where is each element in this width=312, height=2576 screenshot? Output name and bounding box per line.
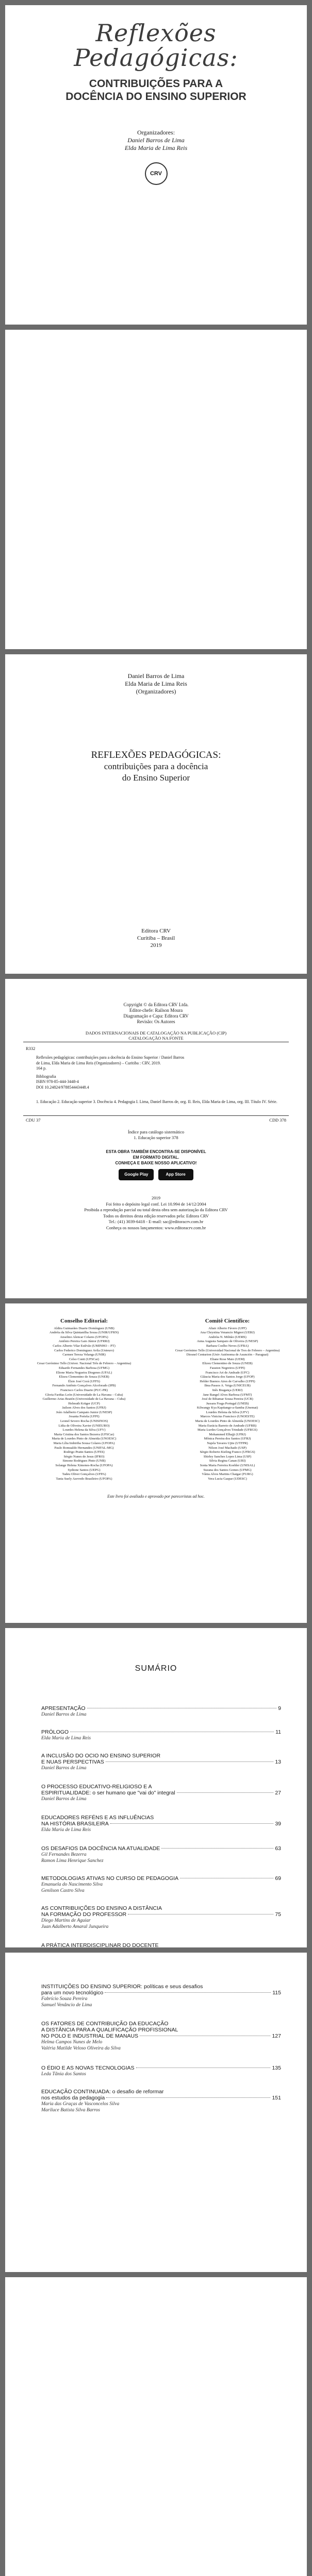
toc-entry-line bbox=[41, 2033, 281, 2039]
toc-entry-author: Mariluce Batista Silva Barros bbox=[41, 2108, 100, 2113]
toc-entry-title: NA FORMAÇÃO DO PROFESSOR bbox=[41, 1911, 127, 1918]
editorial-member: Anselmo Alencar Colares (UFOPA) bbox=[60, 1335, 108, 1339]
toc-entry bbox=[41, 1729, 281, 1741]
scientific-member: Andréia N. Militão (UEMS) bbox=[208, 1335, 247, 1339]
editorial-member: Jailson Alves dos Santos (UFRJ) bbox=[62, 1406, 106, 1410]
editorial-member: Lourdes Helena da Silva (UFV) bbox=[62, 1428, 106, 1432]
toc-entry bbox=[41, 1815, 281, 1833]
editorial-member: Simone Rodrigues Pinto (UNB) bbox=[62, 1459, 106, 1463]
editorial-member: Maria de Lourdes Pinto de Almeida (UNOESC) bbox=[52, 1437, 117, 1441]
toc-entry-line bbox=[41, 1821, 281, 1827]
toc-entry bbox=[41, 1784, 281, 1802]
cover-subtitle-line2: DOCÊNCIA DO ENSINO SUPERIOR bbox=[65, 91, 247, 103]
toc-entry-author: Emanuela do Nascimento Silva bbox=[41, 1882, 103, 1887]
toc-entry-line bbox=[41, 1942, 281, 1947]
footer-line: Foi feito o depósito legal conf. Lei 10.994 de 14/12/2004 bbox=[106, 1201, 206, 1207]
footer-line: Tel.: (41) 3039-6418 - E-mail: sac@editoracrv.com.br bbox=[108, 1219, 204, 1224]
toc-entry-line bbox=[41, 1759, 281, 1765]
toc-entry-line bbox=[41, 1790, 281, 1796]
editorial-member: Fernando Antônio Gonçalves Alcoforado (IPB) bbox=[52, 1384, 116, 1388]
toc-entry bbox=[41, 2089, 281, 2113]
toc-page-number: 11 bbox=[275, 1729, 281, 1735]
toc-entry-title: OS FATORES DE CONTRIBUIÇÃO DA EDUCAÇÃO bbox=[41, 2021, 169, 2027]
scientific-member: Francisco Ari de Andrade (UFC) bbox=[205, 1370, 250, 1375]
toc-entry-line bbox=[41, 1753, 281, 1759]
cover-subtitle-line1: CONTRIBUIÇÕES PARA A bbox=[89, 78, 223, 90]
book-subtitle-line2: do Ensino Superior bbox=[122, 773, 190, 783]
toc-entry-author: Daniel Barros de Lima bbox=[41, 1712, 87, 1717]
toc-page-number: 69 bbox=[275, 1875, 281, 1882]
toc-entry-author: Elda Maria de Lima Reis bbox=[41, 1827, 91, 1833]
toc-entry-title: METODOLOGIAS ATIVAS NO CURSO DE PEDAGOGIA bbox=[41, 1875, 179, 1882]
toc-entry-title: PRÓLOGO bbox=[41, 1729, 69, 1735]
toc-entry-author: Daniel Barros de Lima bbox=[41, 1797, 87, 1802]
toc-entry-line bbox=[41, 1984, 281, 1990]
editorial-member: Gloria Fariñas León (Universidade de La Havana – Cuba) bbox=[45, 1393, 123, 1397]
blank-page bbox=[5, 2277, 307, 2576]
scientific-member: Altair Alberto Fávero (UPF) bbox=[208, 1326, 247, 1330]
scientific-member: Silvia Regina Canan (URI) bbox=[209, 1459, 246, 1463]
google-play-badge[interactable]: Google Play bbox=[119, 1169, 154, 1180]
toc-entry-line bbox=[41, 1729, 281, 1735]
author-name: Elda Maria de Lima Reis bbox=[125, 680, 187, 687]
scientific-member: Nilson José Machado (USP) bbox=[208, 1446, 247, 1450]
scientific-member: Jane Rangel Alves Barbosa (UFMT) bbox=[203, 1393, 252, 1397]
scientific-member: Gláucia Maria dos Santos Jorge (UFOP) bbox=[200, 1375, 255, 1379]
scientific-member: Ilma Passos A. Veiga (UNICEUB) bbox=[204, 1384, 251, 1388]
scientific-member: Jussara Fraga Portugal (UNEB) bbox=[206, 1401, 249, 1405]
app-store-badge[interactable]: App Store bbox=[158, 1169, 193, 1180]
scientific-member: Sérgio Roberto Kieling Franco (UFRGS) bbox=[200, 1450, 255, 1454]
publisher-city: Curitiba – Brasil bbox=[137, 935, 175, 941]
toc-entry-author: Samuel Venâncio de Lima bbox=[41, 2003, 92, 2008]
author-name: Daniel Barros de Lima bbox=[127, 672, 185, 680]
editorial-member: Helmuth Krüger (UCP) bbox=[68, 1401, 100, 1405]
book-title: REFLEXÕES PEDAGÓGICAS: bbox=[91, 750, 221, 760]
publisher-name: Editora CRV bbox=[141, 928, 171, 934]
editorial-member: Carlos Alberto Vilar Estêvão (UMINHO – PT) bbox=[53, 1344, 116, 1348]
cover-title-line1: Reflexões bbox=[95, 19, 217, 47]
toc-entry-line bbox=[41, 1911, 281, 1918]
toc-entry-line bbox=[41, 1815, 281, 1821]
editorial-member: Carmen Tereza Velanga (UNIR) bbox=[62, 1353, 106, 1357]
toc-page-number: 127 bbox=[272, 2033, 281, 2039]
blank-page bbox=[5, 330, 307, 649]
toc-entry-line bbox=[41, 1875, 281, 1882]
scientific-member: Fauston Negreiros (UFPI) bbox=[210, 1366, 245, 1370]
editorial-member: Josania Portela (UFPI) bbox=[69, 1415, 100, 1419]
toc-page-number: 39 bbox=[275, 1821, 281, 1827]
editorial-member: Leonel Severo Rocha (UNISINOS) bbox=[60, 1419, 108, 1423]
index-line: Índice para catálogo sistemático bbox=[127, 1129, 185, 1134]
scientific-member: Diosnel Centurion (Univ Autónoma de Asunción – Paraguai) bbox=[186, 1353, 269, 1357]
toc-entry-title: O ÉDIO E AS NOVAS TECNOLOGIAS bbox=[41, 2065, 135, 2071]
scientific-member: Kilwangy Kya Kapitango-a-Samba (Unemat) bbox=[196, 1406, 258, 1410]
toc-entry bbox=[41, 1845, 281, 1864]
editorial-member: Guillermo Arias Beatón (Universidade de La Havana – Cuba) bbox=[42, 1397, 126, 1401]
toc-entry-title: A PRÁTICA INTERDISCIPLINAR DO DOCENTE bbox=[41, 1942, 159, 1947]
cdd-code: CDD 378 bbox=[269, 1117, 286, 1123]
toc-entry-line bbox=[41, 2021, 281, 2027]
scientific-member: Mohammed Elhajji (UFRJ) bbox=[209, 1432, 246, 1436]
scientific-member: Maria Eurácia Barreto de Andrade (UFRB) bbox=[198, 1423, 257, 1428]
toc-entry-author: Genilson Castro Silva bbox=[41, 1888, 85, 1893]
scientific-member: Sonia Maria Ferreira Koehler (UNISAL) bbox=[200, 1464, 255, 1467]
toc-entry bbox=[41, 2021, 281, 2052]
editorial-member: Sydione Santos (UEPG) bbox=[68, 1468, 101, 1472]
scientific-committee-title: Comitê Científico: bbox=[205, 1318, 250, 1324]
editorial-member: Maria Lília Imbiriba Sousa Colares (UFOPA) bbox=[53, 1442, 115, 1446]
toc-page-number: 75 bbox=[275, 1911, 281, 1918]
toc-entry-title: A DISTÂNCIA PARA A QUALIFICAÇÃO PROFISSIONAL bbox=[41, 2027, 178, 2033]
isbn-line: DOI 10.24824/978854443448.4 bbox=[36, 1084, 89, 1090]
toc-entry bbox=[41, 1753, 281, 1771]
toc-entry-author: Fabrício Souza Pereira bbox=[41, 1996, 88, 2002]
book-subtitle-line1: contribuições para a docência bbox=[104, 761, 208, 771]
ebook-notice: ESTA OBRA TAMBÉM ENCONTRA-SE DISPONÍVEL bbox=[106, 1149, 206, 1154]
cip-subtitle: CATALOGAÇÃO NA FONTE bbox=[128, 1036, 184, 1041]
toc-entry bbox=[41, 1905, 281, 1930]
scientific-member: Barbara Coelho Neves (UFBA) bbox=[206, 1344, 249, 1348]
scientific-committee bbox=[160, 1319, 295, 1481]
toc-page bbox=[5, 1628, 307, 1947]
toc-leader bbox=[106, 2097, 270, 2098]
toc-page-number: 13 bbox=[275, 1759, 281, 1765]
toc-leader bbox=[161, 1848, 273, 1849]
scientific-member: Elizeu Clementino de Souza (UNEB) bbox=[202, 1362, 253, 1366]
toc-entry-title: NA HISTÓRIA BRASILEIRA bbox=[41, 1821, 109, 1827]
scientific-member: Cesar Gerónimo Tello (Universidad Nacional de Tres de Febrero – Argentina) bbox=[175, 1348, 280, 1352]
cover-title-line2: Pedagógicas: bbox=[74, 44, 238, 72]
toc-entry-title: OS DESAFIOS DA DOCÊNCIA NA ATUALIDADE bbox=[41, 1845, 160, 1852]
author-role: (Organizadores) bbox=[136, 688, 176, 695]
editorial-member: Celso Conti (UFSCar) bbox=[69, 1357, 100, 1361]
toc-entry-title: INSTITUIÇÕES DO ENSINO SUPERIOR: políticas e seus desafios bbox=[41, 1984, 203, 1990]
scientific-member: Vera Lucia Gaspar (UDESC) bbox=[208, 1477, 247, 1481]
footer-line: Proibida a reprodução parcial ou total desta obra sem autorização da Editora CRV bbox=[84, 1207, 228, 1212]
ebook-notice: CONHEÇA E BAIXE NOSSO APLICATIVO! bbox=[115, 1161, 197, 1165]
scientific-member: Marcos Vinicius Francisco (UNOESTE) bbox=[200, 1415, 255, 1419]
organizer-name: Daniel Barros de Lima bbox=[127, 137, 185, 144]
toc-page-continued bbox=[5, 1953, 307, 2272]
organizer-name: Elda Maria de Lima Reis bbox=[124, 144, 188, 151]
editorial-member: Elione Maria Nogueira Diogenes (UFAL) bbox=[56, 1370, 112, 1375]
toc-page-number: 63 bbox=[275, 1845, 281, 1852]
toc-page-number: 9 bbox=[278, 1705, 281, 1711]
organizers-label: Organizadores: bbox=[137, 129, 175, 136]
index-line: 1. Educação superior 378 bbox=[134, 1135, 178, 1140]
scientific-member: Anna Augusta Sampaio de Oliveira (UNESP) bbox=[196, 1340, 258, 1344]
copyright-line: Copyright © da Editora CRV Ltda. bbox=[123, 1002, 189, 1007]
cdu-code: CDU 37 bbox=[26, 1117, 41, 1123]
editorial-member: Rodrigo Pratte-Santos (UFES) bbox=[63, 1450, 105, 1454]
cip-title: DADOS INTERNACIONAIS DE CATALOGAÇÃO NA PUBLICAÇÃO (CIP) bbox=[85, 1030, 227, 1036]
publication-year: 2019 bbox=[150, 942, 162, 948]
toc-leader bbox=[110, 1823, 274, 1824]
toc-entry-title: APRESENTAÇÃO bbox=[41, 1705, 86, 1711]
toc-entry-author: Ramon Lima Henrique Sanchez bbox=[41, 1858, 104, 1863]
toc-entry bbox=[41, 1984, 281, 2008]
scientific-member: Ana Chrystina Venancio Mignot (UERJ) bbox=[200, 1331, 255, 1335]
scientific-member: Najela Tavares Ujiie (UTFPR) bbox=[207, 1442, 248, 1446]
isbn-line: ISBN 978-85-444-3448-4 bbox=[36, 1079, 79, 1084]
editorial-member: Élsio José Corá (UFFS) bbox=[68, 1379, 100, 1383]
catalog-page bbox=[5, 979, 307, 1298]
toc-entry-author: Juan Adalberto Amaral Junqueira bbox=[41, 1924, 109, 1929]
scientific-member: Lourdes Helena da Silva (UFV) bbox=[206, 1410, 249, 1414]
toc-entry-title: NO POLO E INDUSTRIAL DE MANAUS bbox=[41, 2033, 139, 2039]
toc-page-number: 151 bbox=[272, 2095, 281, 2101]
toc-entry-author: Helma Campos Nunes de Melo bbox=[41, 2040, 103, 2045]
toc-entry-line bbox=[41, 1845, 281, 1852]
toc-leader bbox=[105, 1992, 271, 1993]
editorial-member: Andréia da Silva Quintanilha Sousa (UNIR/UFRN) bbox=[49, 1331, 119, 1335]
toc-entry-title: para um novo tecnológico bbox=[41, 1990, 104, 1996]
catalog-ref-line: de Lima, Elda Maria de Lima Reis (Organizadores) – Curitiba : CRV, 2019. bbox=[36, 1060, 161, 1065]
toc-entry-line bbox=[41, 2065, 281, 2071]
scientific-member: Vânia Alves Martins Chaigar (FURG) bbox=[202, 1472, 253, 1477]
toc-entry-line bbox=[41, 1705, 281, 1711]
scientific-member: Maria de Lourdes Pinto de Almeida (UNOESC) bbox=[195, 1419, 260, 1423]
toc-entry-author: Valéria Matilde Veloso Oliveira da Silva bbox=[41, 2046, 121, 2051]
cover-page bbox=[5, 5, 307, 325]
editorial-member: Eduardo Fernandes Barbosa (UFMG) bbox=[58, 1366, 110, 1370]
toc-page-number: 27 bbox=[275, 1790, 281, 1796]
toc-entry-title: O PROCESSO EDUCATIVO-RELIGIOSO E A bbox=[41, 1784, 152, 1790]
editorial-member: João Adalberto Campato Junior (UNESP) bbox=[56, 1410, 112, 1414]
scientific-member: Maria Lurdes Gonçalves Trindade (UFRGS) bbox=[198, 1428, 257, 1432]
catalog-ref-line: 164 p. bbox=[36, 1066, 46, 1071]
toc-title: SUMÁRIO bbox=[135, 1664, 177, 1673]
scientific-member: Helder Buenos Aires de Carvalho (UFPI) bbox=[200, 1379, 255, 1383]
toc-entry bbox=[41, 1875, 281, 1894]
toc-entry-title: AS CONTRIBUIÇÕES DO ENSINO A DISTÂNCIA bbox=[41, 1905, 162, 1911]
editorial-member: Solange Helena Ximenes-Rocha (UFOPA) bbox=[55, 1464, 113, 1467]
toc-entry bbox=[41, 1705, 281, 1718]
editorial-member: Tania Suely Azevedo Brasileiro (UFOPA) bbox=[56, 1477, 112, 1481]
toc-entry-author: Gil Fernandes Bezerra bbox=[41, 1852, 87, 1857]
scientific-member: Inês Bragança (UERJ) bbox=[212, 1388, 243, 1392]
editorial-member: Francisco Carlos Duarte (PUC-PR) bbox=[60, 1388, 108, 1392]
review-note: Este livro foi avaliado e aprovado por pareceristas ad hoc. bbox=[107, 1494, 205, 1499]
toc-leader bbox=[136, 2067, 271, 2068]
editorial-member: Paulo Romualdo Hernandes (UNIFAL-MG) bbox=[54, 1446, 114, 1450]
copyright-line: Revisão: Os Autores bbox=[137, 1019, 175, 1024]
toc-page-number: 115 bbox=[272, 1990, 281, 1996]
toc-page-number: 135 bbox=[272, 2065, 281, 2071]
toc-entry-title: EDUCADORES REFÉNS E AS INFLUÊNCIAS bbox=[41, 1815, 154, 1821]
catalog-subjects: 1. Educação 2. Educação superior 3. Docência 4. Pedagogia I. Lima, Daniel Barros de, org. II. Reis, Elda Maria de Lima, org. III. Título IV. Série. bbox=[36, 1099, 277, 1104]
scientific-member: Mônica Pereira dos Santos (UFRJ) bbox=[204, 1437, 251, 1441]
scientific-member: Eliane Rose Maio (UEM) bbox=[210, 1357, 245, 1361]
toc-entry bbox=[41, 2065, 281, 2077]
toc-entry-title: ESPIRITUALIDADE: o ser humano que "vai do" integral bbox=[41, 1790, 175, 1796]
toc-entry bbox=[41, 1942, 281, 1947]
editorial-member: Carlos Federico Dominguez Avila (Unieuro) bbox=[54, 1348, 114, 1352]
toc-entry-line bbox=[41, 1905, 281, 1911]
toc-entry-author: Leda Tânia dos Santos bbox=[41, 2072, 86, 2077]
toc-entry-author: Maria das Graças de Vasconcelos Silva bbox=[41, 2102, 120, 2107]
ebook-notice: EM FORMATO DIGITAL. bbox=[133, 1155, 179, 1160]
editorial-member: Elizeu Clementino de Souza (UNEB) bbox=[59, 1375, 109, 1379]
toc-entry-line bbox=[41, 1784, 281, 1790]
toc-entry-title: EDUCAÇÃO CONTINUADA: o desafio de reformar bbox=[41, 2089, 164, 2095]
toc-entry-title: A INCLUSÃO DO OCIO NO ENSINO SUPERIOR bbox=[41, 1753, 161, 1759]
footer-line: Conheça os nossos lançamentos: www.editoracrv.com.br bbox=[106, 1225, 206, 1230]
editorial-member: Lídia de Oliveira Xavier (UNIEURO) bbox=[58, 1423, 110, 1428]
toc-entry-line bbox=[41, 2027, 281, 2033]
scientific-member: Suzana dos Santos Gomes (UFMG) bbox=[203, 1468, 252, 1472]
toc-entry-line bbox=[41, 2095, 281, 2101]
catalog-ref-line: Reflexões pedagógicas: contribuições para a docência do Ensino Superior / Daniel Barros bbox=[36, 1055, 185, 1060]
copyright-line: Editor-chefe: Railson Moura bbox=[129, 1008, 183, 1013]
cip-rule bbox=[23, 1115, 289, 1116]
editorial-member: Tadeu Oliver Gonçalves (UFPA) bbox=[62, 1472, 106, 1477]
toc-leader bbox=[106, 1761, 274, 1762]
toc-entry-title: E NUAS PERSPECTIVAS bbox=[41, 1759, 104, 1765]
publisher-logo: CRV bbox=[145, 162, 168, 185]
scientific-member: Shirley Sanches Lopes Lima (USP) bbox=[203, 1454, 252, 1459]
copyright-line: Diagramação e Capa: Editora CRV bbox=[123, 1013, 189, 1019]
toc-entry-author: Elda Maria de Lima Reis bbox=[41, 1736, 91, 1741]
editorial-member: Antônio Pereira Gaio Júnior (UFRRJ) bbox=[58, 1340, 110, 1344]
title-page bbox=[5, 654, 307, 974]
footer-line: 2019 bbox=[152, 1195, 160, 1200]
editorial-member: Maria Cristina dos Santos Bezerra (UFSCar) bbox=[54, 1432, 114, 1436]
scientific-member: José de Ribamar Sousa Pereira (UCB) bbox=[202, 1397, 253, 1401]
editorial-member: Aldira Guimarães Duarte Domínguez (UNB) bbox=[54, 1326, 114, 1330]
council-page bbox=[5, 1303, 307, 1623]
cutter-code: R332 bbox=[26, 1046, 36, 1051]
editorial-member: Sérgio Nunes de Jesus (IFRO) bbox=[63, 1454, 105, 1459]
toc-entry-author: Diego Martins de Aguiar bbox=[41, 1918, 91, 1923]
footer-line: Todos os direitos desta edição reservados pela: Editora CRV bbox=[103, 1213, 209, 1218]
editorial-council-title: Conselho Editorial: bbox=[60, 1318, 108, 1324]
editorial-council bbox=[17, 1319, 152, 1481]
isbn-line: Bibliografia bbox=[36, 1074, 56, 1079]
editorial-member: Cesar Gerónimo Tello (Univer. Nacional Três de Febrero – Argentina) bbox=[37, 1362, 132, 1366]
toc-entry-author: Daniel Barros de Lima bbox=[41, 1766, 87, 1771]
toc-entry-line bbox=[41, 2089, 281, 2095]
toc-entry-title: nos estudos da pedagogia bbox=[41, 2095, 105, 2101]
toc-entry-line bbox=[41, 1990, 281, 1996]
toc-leader bbox=[177, 1792, 274, 1793]
